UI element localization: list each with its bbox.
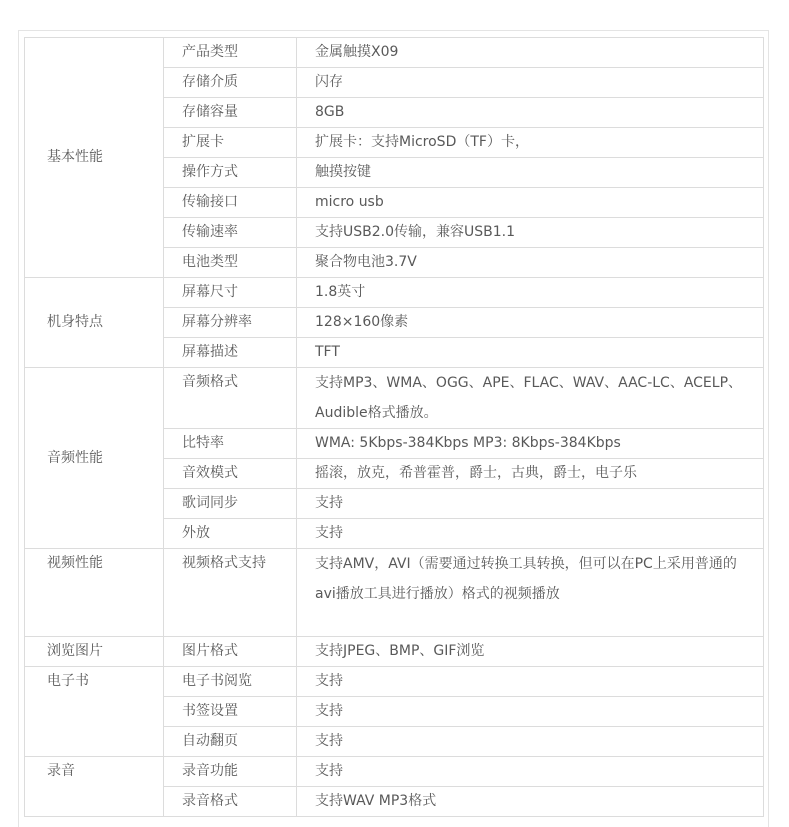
- spec-label: 比特率: [164, 429, 297, 459]
- spec-label: 电池类型: [164, 248, 297, 278]
- spec-label: 扩展卡: [164, 128, 297, 158]
- spec-value: 支持JPEG、BMP、GIF浏览: [297, 637, 764, 667]
- spec-value: micro usb: [297, 188, 764, 218]
- spec-label: 录音功能: [164, 757, 297, 787]
- category-cell: 音频性能: [25, 368, 164, 549]
- spec-label: 屏幕分辨率: [164, 308, 297, 338]
- spec-value: 触摸按键: [297, 158, 764, 188]
- spec-value: 支持: [297, 489, 764, 519]
- spec-label: 存储介质: [164, 68, 297, 98]
- table-row: [25, 278, 764, 308]
- spec-label: 传输速率: [164, 218, 297, 248]
- spec-value: 支持: [297, 727, 764, 757]
- spec-value: 1.8英寸: [297, 278, 764, 308]
- spec-label: 书签设置: [164, 697, 297, 727]
- spec-label: 自动翻页: [164, 727, 297, 757]
- spec-label: 屏幕尺寸: [164, 278, 297, 308]
- spec-label: 外放: [164, 519, 297, 549]
- spec-table: [24, 37, 764, 817]
- category-cell: 视频性能: [25, 549, 164, 637]
- spec-value: 支持: [297, 667, 764, 697]
- spec-value: 扩展卡：支持MicroSD（TF）卡，: [297, 128, 764, 158]
- spec-label: 录音格式: [164, 787, 297, 817]
- table-row: [25, 549, 764, 637]
- spec-label: 图片格式: [164, 637, 297, 667]
- spec-value: TFT: [297, 338, 764, 368]
- spec-value: 支持: [297, 757, 764, 787]
- spec-label: 音频格式: [164, 368, 297, 429]
- spec-value: 支持USB2.0传输，兼容USB1.1: [297, 218, 764, 248]
- spec-value: 支持MP3、WMA、OGG、APE、FLAC、WAV、AAC-LC、ACELP、Audible格式播放。: [297, 368, 764, 429]
- spec-label: 产品类型: [164, 38, 297, 68]
- table-row: [25, 667, 764, 697]
- spec-label: 电子书阅览: [164, 667, 297, 697]
- table-row: [25, 637, 764, 667]
- spec-value: 8GB: [297, 98, 764, 128]
- table-row: [25, 368, 764, 429]
- table-row: [25, 38, 764, 68]
- spec-label: 屏幕描述: [164, 338, 297, 368]
- category-cell: 电子书: [25, 667, 164, 757]
- spec-value: 128×160像素: [297, 308, 764, 338]
- spec-value: 聚合物电池3.7V: [297, 248, 764, 278]
- spec-value: WMA: 5Kbps-384Kbps MP3: 8Kbps-384Kbps: [297, 429, 764, 459]
- spec-label: 音效模式: [164, 459, 297, 489]
- spec-value: 支持: [297, 697, 764, 727]
- category-cell: 浏览图片: [25, 637, 164, 667]
- category-cell: 基本性能: [25, 38, 164, 278]
- spec-label: 歌词同步: [164, 489, 297, 519]
- table-row: [25, 757, 764, 787]
- spec-table-wrapper: [24, 37, 763, 817]
- spec-label: 存储容量: [164, 98, 297, 128]
- spec-value: 支持AMV，AVI（需要通过转换工具转换，但可以在PC上采用普通的avi播放工具进行播放）格式的视频播放: [297, 549, 764, 637]
- spec-value: 金属触摸X09: [297, 38, 764, 68]
- spec-value: 摇滚，放克，希普霍普，爵士，古典，爵士，电子乐: [297, 459, 764, 489]
- category-cell: 机身特点: [25, 278, 164, 368]
- spec-label: 视频格式支持: [164, 549, 297, 637]
- spec-value: 支持WAV MP3格式: [297, 787, 764, 817]
- category-cell: 录音: [25, 757, 164, 817]
- spec-label: 操作方式: [164, 158, 297, 188]
- spec-value: 闪存: [297, 68, 764, 98]
- spec-value: 支持: [297, 519, 764, 549]
- spec-label: 传输接口: [164, 188, 297, 218]
